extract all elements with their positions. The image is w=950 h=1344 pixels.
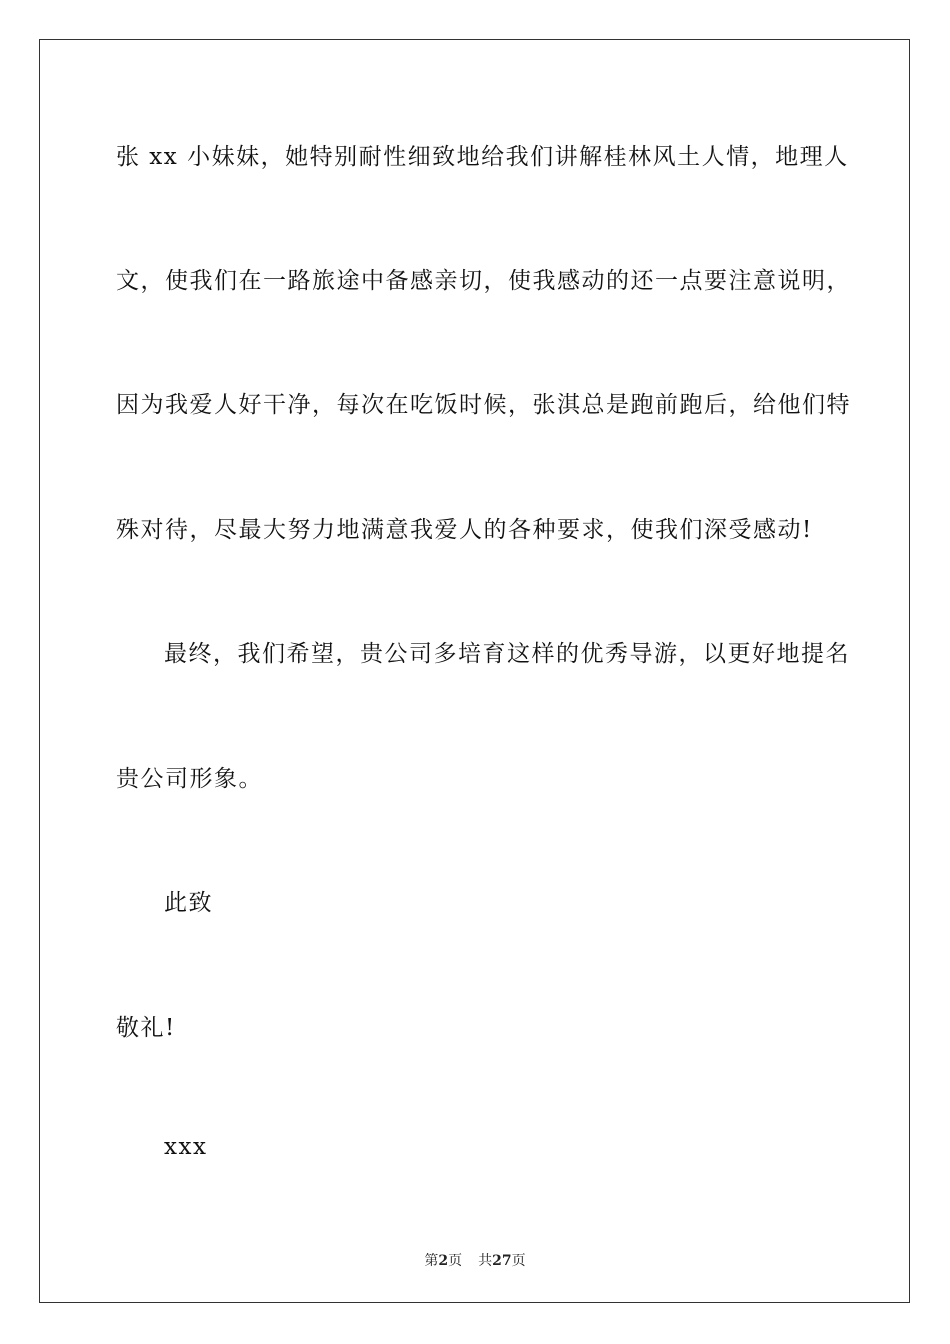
page-number: 2 <box>438 1253 449 1269</box>
total-prefix: 共 <box>478 1253 493 1269</box>
body-line-1: 张 xx 小妹妹，她特别耐性细致地给我们讲解桂林风土人情，地理人 <box>116 144 849 170</box>
signature: xxx <box>164 1134 208 1160</box>
body-line-5: 最终，我们希望，贵公司多培育这样的优秀导游，以更好地提名 <box>164 641 850 667</box>
closing-salutation: 此致 <box>164 890 213 916</box>
closing-regards: 敬礼! <box>116 1015 176 1041</box>
body-line-2: 文，使我们在一路旅途中备感亲切，使我感动的还一点要注意说明， <box>116 268 851 294</box>
body-line-3: 因为我爱人好干净，每次在吃饭时候，张淇总是跑前跑后，给他们特 <box>116 392 851 418</box>
page-border <box>39 39 910 1303</box>
page-footer <box>0 1250 950 1270</box>
body-line-6: 贵公司形象。 <box>116 766 263 792</box>
total-suffix: 页 <box>511 1253 526 1269</box>
page-suffix: 页 <box>448 1253 463 1269</box>
page-prefix: 第 <box>424 1253 439 1269</box>
body-line-4: 殊对待，尽最大努力地满意我爱人的各种要求，使我们深受感动! <box>116 517 813 543</box>
total-pages: 27 <box>492 1253 512 1269</box>
